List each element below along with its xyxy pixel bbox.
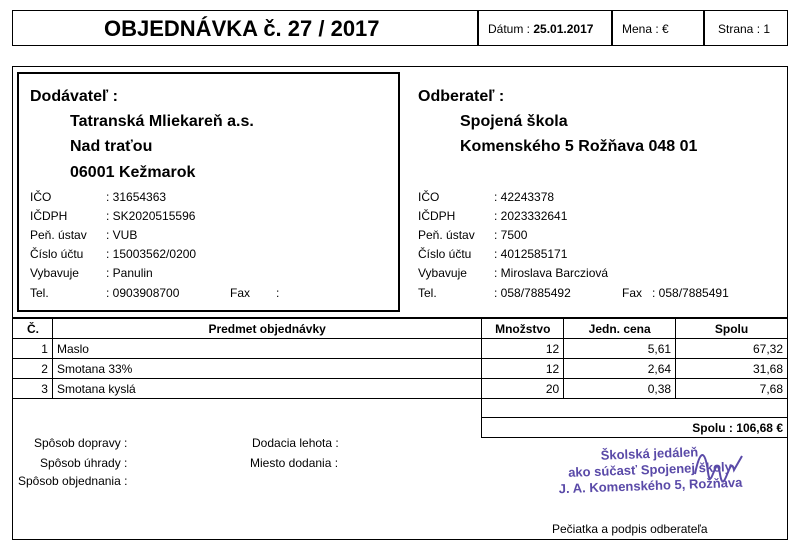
customer-handler-label: Vybavuje: [418, 266, 467, 280]
customer-fax-label: Fax: [622, 286, 643, 300]
spacer-cell: [13, 399, 482, 418]
currency-label: [622, 22, 669, 36]
supplier-icdph-value: : SK2020515596: [106, 209, 196, 223]
supplier-fax-label: Fax: [230, 286, 251, 300]
delivery-place-label: Miesto dodania :: [250, 456, 339, 470]
col-qty-header: Množstvo: [482, 319, 564, 339]
table-row: [13, 339, 788, 359]
customer-account-label: Číslo účtu: [418, 247, 472, 261]
row-number: 3: [13, 379, 53, 399]
col-item-header: Predmet objednávky: [52, 319, 481, 339]
col-price-header: Jedn. cena: [564, 319, 676, 339]
spacer-cell-right: [482, 399, 788, 418]
customer-icdph-value: : 2023332641: [494, 209, 568, 223]
delivery-deadline-label: Dodacia lehota :: [252, 436, 339, 450]
supplier-tel-label: Tel.: [30, 286, 49, 300]
supplier-street: Nad traťou: [70, 138, 153, 155]
sum-label: Spolu :: [692, 420, 733, 435]
date-label-text: Dátum :: [488, 22, 531, 36]
row-number: 1: [13, 339, 53, 359]
row-item: Smotana kyslá: [52, 379, 481, 399]
customer-bank-value: : 7500: [494, 228, 528, 242]
customer-icdph-label: IČDPH: [418, 209, 456, 223]
supplier-city: 06001 Kežmarok: [70, 164, 196, 181]
table-row: [13, 379, 788, 399]
supplier-tel-value: : 0903908700: [106, 286, 180, 300]
row-total: 7,68: [676, 379, 788, 399]
supplier-ico-value: : 31654363: [106, 190, 167, 204]
currency-value: €: [662, 22, 669, 36]
page-title: OBJEDNÁVKA č. 27 / 2017: [104, 16, 380, 41]
row-qty: 12: [482, 339, 564, 359]
supplier-handler-value: : Panulin: [106, 266, 153, 280]
customer-fax-value: : 058/7885491: [652, 286, 729, 300]
supplier-ico-label: IČO: [30, 190, 52, 204]
items-table: [12, 318, 788, 438]
supplier-handler-label: Vybavuje: [30, 266, 79, 280]
customer-address: Komenského 5 Rožňava 048 01: [460, 138, 698, 155]
signature-label: Pečiatka a podpis odberateľa: [552, 522, 708, 536]
stamp-line-1: Školská jedáleň: [600, 444, 699, 463]
supplier-account-value: : 15003562/0200: [106, 247, 197, 261]
row-total: 67,32: [676, 339, 788, 359]
transport-label: Spôsob dopravy :: [34, 436, 128, 450]
page-number: [718, 22, 770, 36]
customer-ico-label: IČO: [418, 190, 440, 204]
customer-tel-value: : 058/7885492: [494, 286, 571, 300]
sum-value: 106,68 €: [736, 420, 783, 435]
customer-account-value: : 4012585171: [494, 247, 568, 261]
customer-ico-value: : 42243378: [494, 190, 555, 204]
col-total-header: Spolu: [676, 319, 788, 339]
row-price: 2,64: [564, 359, 676, 379]
page-label-text: Strana :: [718, 22, 761, 36]
signature-scribble: [690, 444, 750, 484]
stamp-line-3: J. A. Komenského 5, Rožňava: [558, 474, 743, 497]
table-spacer-row: [13, 399, 788, 418]
row-number: 2: [13, 359, 53, 379]
supplier-fax-value: :: [276, 286, 280, 300]
customer-tel-label: Tel.: [418, 286, 437, 300]
customer-name: Spojená škola: [460, 113, 568, 130]
customer-handler-value: : Miroslava Barcziová: [494, 266, 609, 280]
stamp-line-2: ako súčasť Spojenej školy: [567, 459, 733, 480]
row-qty: 12: [482, 359, 564, 379]
row-item: Smotana 33%: [52, 359, 481, 379]
supplier-name: Tatranská Mliekareň a.s.: [70, 113, 254, 130]
row-price: 5,61: [564, 339, 676, 359]
payment-label: Spôsob úhrady :: [40, 456, 128, 470]
customer-heading: Odberateľ :: [418, 88, 505, 105]
supplier-account-label: Číslo účtu: [30, 247, 84, 261]
ordering-label: Spôsob objednania :: [18, 474, 128, 488]
currency-label-text: Mena :: [622, 22, 659, 36]
row-item: Maslo: [52, 339, 481, 359]
supplier-heading: Dodávateľ :: [30, 88, 118, 105]
supplier-icdph-label: IČDPH: [30, 209, 68, 223]
page-value: 1: [763, 22, 771, 36]
col-number-header: Č.: [13, 319, 53, 339]
customer-bank-label: Peň. ústav: [418, 228, 475, 242]
table-header-row: [13, 319, 788, 339]
supplier-bank-value: : VUB: [106, 228, 138, 242]
supplier-bank-label: Peň. ústav: [30, 228, 87, 242]
date-label: [488, 22, 593, 36]
table-row: [13, 359, 788, 379]
row-qty: 20: [482, 379, 564, 399]
date-value: 25.01.2017: [533, 22, 594, 36]
row-total: 31,68: [676, 359, 788, 379]
row-price: 0,38: [564, 379, 676, 399]
